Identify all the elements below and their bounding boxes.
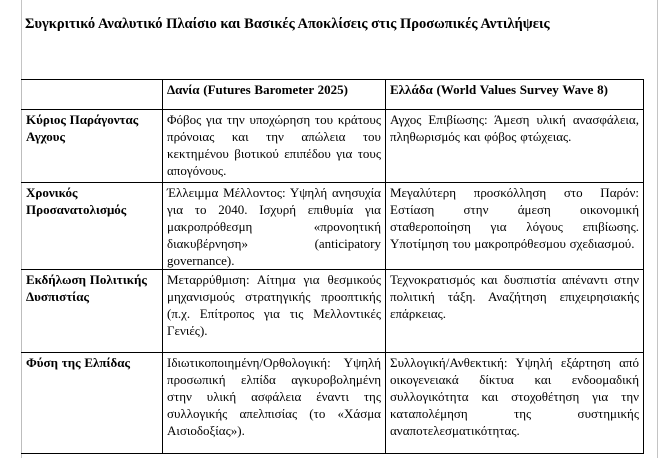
table-row — [22, 270, 644, 353]
cell-denmark-political-distrust: Μεταρρύθμιση: Αίτημα για θεσμικούς μηχανισμούς στρατηγικής προοπτικής (π.χ. Επίτροπος για τις Μελλοντικές Γενιές). — [163, 270, 386, 353]
cell-denmark-nature-of-hope: Ιδιωτικοποιημένη/Ορθολογική: Υψηλή προσωπική ελπίδα αγκυροβολημένη στην υλική ασφάλεια έναντι της συλλογικής απελπισίας (το «Χάσμα Αισιοδοξίας»). — [163, 353, 386, 454]
cell-denmark-anxiety: Φόβος για την υποχώρηση του κράτους πρόνοιας και την απώλεια του κεκτημένου βιοτικού επιπέδου για τους απογόνους. — [163, 110, 386, 183]
page-guide-line-right — [657, 0, 658, 458]
table-header-row — [22, 80, 644, 110]
column-header-denmark: Δανία (Futures Barometer 2025) — [163, 80, 386, 110]
row-label-nature-of-hope: Φύση της Ελπίδας — [22, 353, 163, 454]
comparison-table — [21, 79, 644, 454]
table-row — [22, 353, 644, 454]
cell-greece-political-distrust: Τεχνοκρατισμός και δυσπιστία απέναντι στην πολιτική τάξη. Αναζήτηση επιχειρησιακής επάρκειας. — [386, 270, 644, 353]
cell-denmark-time-orientation: Έλλειμμα Μέλλοντος: Υψηλή ανησυχία για το 2040. Ισχυρή επιθυμία για μακροπρόθεσμη «προνοητική διακυβέρνηση» (anticipatory governance). — [163, 183, 386, 270]
cell-greece-anxiety: Αγχος Επιβίωσης: Άμεση υλική ανασφάλεια, πληθωρισμός και φόβος φτώχειας. — [386, 110, 644, 183]
cell-greece-nature-of-hope: Συλλογική/Ανθεκτική: Υψηλή εξάρτηση από οικογενειακά δίκτυα και ενδοομαδική συλλογικότητα και στοχοθέτηση για την καταπολέμηση της συστημικής αναποτελεσματικότητας. — [386, 353, 644, 454]
row-label-political-distrust: Εκδήλωση Πολιτικής Δυσπιστίας — [22, 270, 163, 353]
cell-greece-time-orientation: Μεγαλύτερη προσκόλληση στο Παρόν: Εστίαση στην άμεση οικονομική σταθεροποίηση για λόγους επιβίωσης. Υποτίμηση του μακροπρόθεσμου σχεδιασμού. — [386, 183, 644, 270]
table-corner-cell — [22, 80, 163, 110]
table-row — [22, 183, 644, 270]
row-label-time-orientation: Χρονικός Προσανατολισμός — [22, 183, 163, 270]
column-header-greece: Ελλάδα (World Values Survey Wave 8) — [386, 80, 644, 110]
page-title: Συγκριτικό Αναλυτικό Πλαίσιο και Βασικές Αποκλίσεις στις Προσωπικές Αντιλήψεις — [25, 16, 550, 32]
table-row — [22, 110, 644, 183]
row-label-anxiety-factor: Κύριος Παράγοντας Αγχους — [22, 110, 163, 183]
